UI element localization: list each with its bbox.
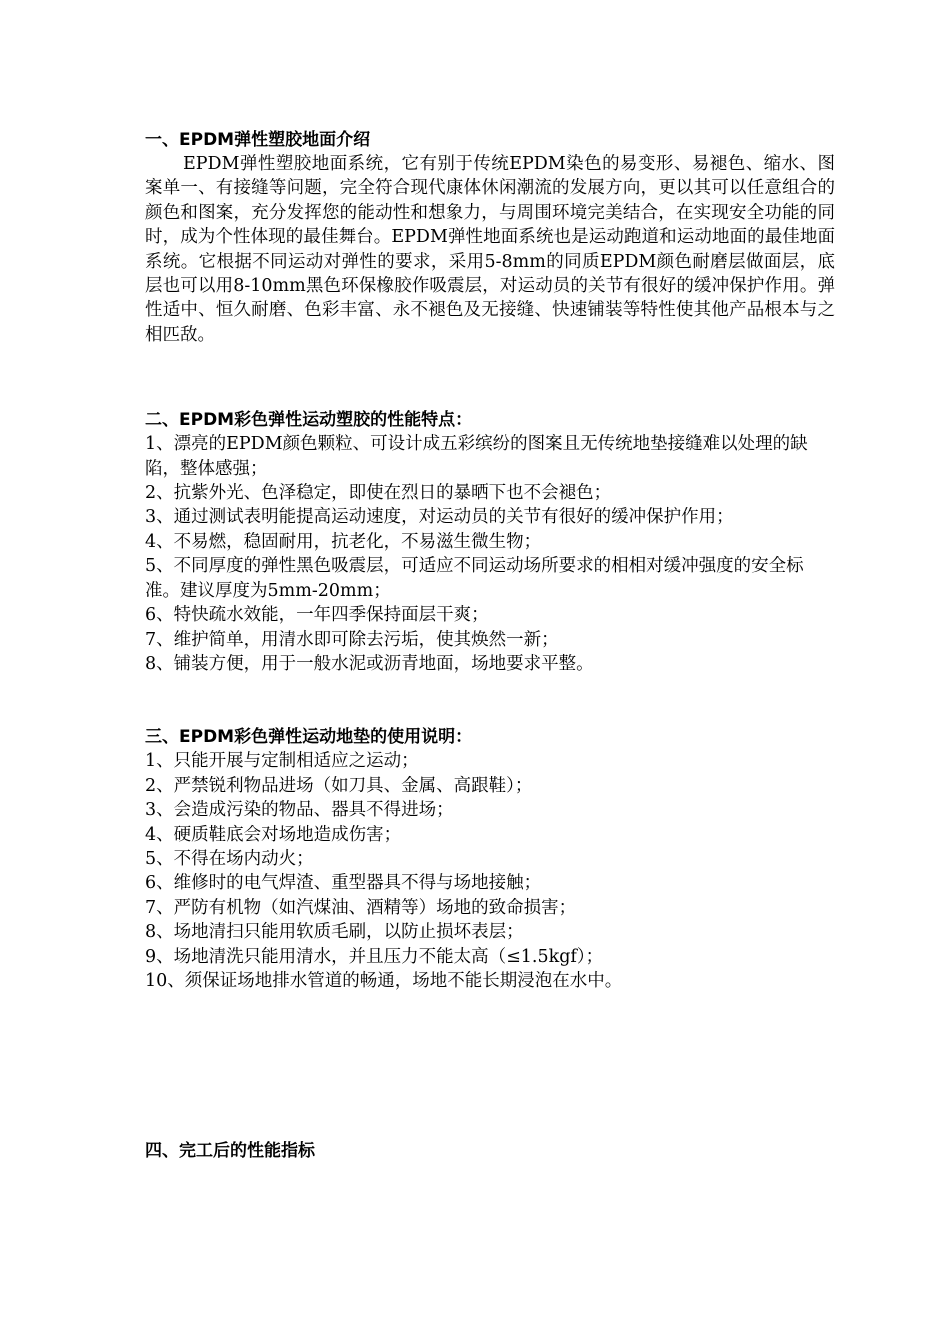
section4-heading: 四、完工后的性能指标: [145, 1141, 315, 1162]
spacer: [145, 676, 835, 725]
list-item: 3、会造成污染的物品、器具不得进场；: [145, 800, 454, 821]
list-item: 10、须保证场地排水管道的畅通，场地不能长期浸泡在水中。: [145, 970, 623, 991]
document-page: [145, 128, 835, 1163]
list-item: 3、通过测试表明能提高运动速度，对运动员的关节有很好的缓冲保护作用；: [145, 507, 734, 528]
section2-list: [145, 432, 835, 676]
list-item: 6、特快疏水效能，一年四季保持面层干爽；: [145, 605, 489, 626]
list-item: 9、场地清洗只能用清水，并且压力不能太高（≤1.5kgf）；: [145, 946, 604, 967]
section3-heading: 三、EPDM彩色弹性运动地垫的使用说明：: [145, 727, 473, 748]
list-item: 8、铺装方便，用于一般水泥或沥青地面，场地要求平整。: [145, 653, 594, 674]
list-item: 5、不得在场内动火；: [145, 848, 314, 869]
section1-paragraph: EPDM弹性塑胶地面系统，它有别于传统EPDM染色的易变形、易褪色、缩水、图案单一、有接缝等问题，完全符合现代康体休闲潮流的发展方向，更以其可以任意组合的颜色和图案，充分发挥您的能动性和想象力，与周围环境完美结合，在实现安全功能的同时，成为个性体现的最佳舞台。EPDM弹性地面系统也是运动跑道和运动地面的最佳地面系统。它根据不同运动对弹性的要求，采用5-8mm的同质EPDM颜色耐磨层做面层，底层也可以用8-10mm黑色环保橡胶作吸震层，对运动员的关节有很好的缓冲保护作用。弹性适中、恒久耐磨、色彩丰富、永不褪色及无接缝、快速铺装等特性使其他产品根本与之相匹敌。: [145, 154, 835, 345]
list-item: 2、严禁锐利物品进场（如刀具、金属、高跟鞋）；: [145, 775, 533, 796]
spacer: [145, 993, 835, 1139]
list-item: 8、场地清扫只能用软质毛刷，以防止损坏表层；: [145, 922, 524, 943]
list-item: 5、不同厚度的弹性黑色吸震层，可适应不同运动场所要求的相相对缓冲强度的安全标准。建议厚度为5mm-20mm；: [145, 556, 804, 601]
list-item: 1、只能开展与定制相适应之运动；: [145, 751, 419, 772]
list-item: 1、漂亮的EPDM颜色颗粒、可设计成五彩缤纷的图案且无传统地垫接缝难以处理的缺陷，整体感强；: [145, 434, 808, 479]
list-item: 4、不易燃，稳固耐用，抗老化，不易滋生微生物；: [145, 531, 542, 552]
spacer: [145, 347, 835, 408]
list-item: 6、维修时的电气焊渣、重型器具不得与场地接触；: [145, 873, 542, 894]
list-item: 2、抗紫外光、色泽稳定，即使在烈日的暴晒下也不会褪色；: [145, 483, 612, 504]
list-item: 4、硬质鞋底会对场地造成伤害；: [145, 824, 402, 845]
section3-list: [145, 749, 835, 993]
list-item: 7、严防有机物（如汽煤油、酒精等）场地的致命损害；: [145, 897, 577, 918]
list-item: 7、维护简单，用清水即可除去污垢，使其焕然一新；: [145, 629, 559, 650]
section1-heading: 一、EPDM弹性塑胶地面介绍: [145, 130, 371, 150]
section2-heading: 二、EPDM彩色弹性运动塑胶的性能特点：: [145, 410, 473, 431]
